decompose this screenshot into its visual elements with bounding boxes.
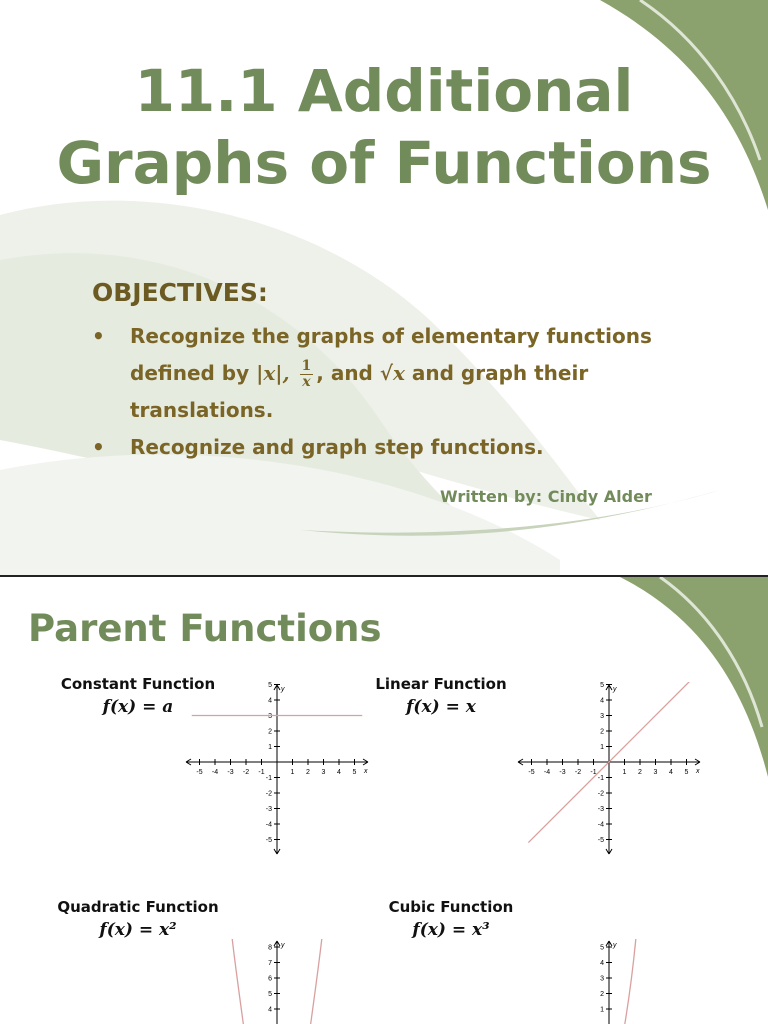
- x-tick-label: -4: [211, 769, 219, 776]
- x-axis-label: x: [364, 768, 368, 775]
- cubic-curve: [624, 939, 636, 1024]
- x-tick-label: -5: [196, 769, 203, 776]
- abs-x-expression: |x|,: [256, 361, 290, 385]
- reciprocal-fraction: [300, 359, 314, 390]
- x-tick-label: 4: [669, 769, 673, 776]
- x-tick-label: -2: [574, 769, 582, 776]
- y-tick-label: 5: [600, 682, 604, 689]
- linear-function-graph: [512, 682, 702, 867]
- y-tick-label: 1: [600, 1006, 604, 1014]
- x-tick-label: 2: [306, 769, 310, 776]
- objectives-list: [92, 318, 692, 466]
- author-credit: Written by: Cindy Alder: [440, 487, 652, 506]
- y-tick-label: 2: [600, 991, 604, 998]
- quadratic-function-equation: f(x) = x²: [99, 920, 177, 940]
- x-tick-label: -1: [258, 769, 265, 776]
- title-line-1: 11.1 Additional: [134, 57, 634, 125]
- y-tick-label: 4: [268, 1006, 272, 1014]
- y-tick-label: 2: [268, 728, 272, 736]
- objective-item-2: [92, 429, 692, 466]
- y-tick-label: -4: [265, 821, 272, 829]
- linear-function-label: Linear Function: [375, 675, 507, 693]
- y-tick-label: 2: [600, 728, 604, 736]
- y-tick-label: 8: [268, 944, 272, 952]
- constant-function-equation: f(x) = a: [102, 697, 174, 717]
- y-tick-label: 3: [268, 713, 272, 720]
- cubic-function-equation: f(x) = x³: [412, 920, 490, 940]
- sqrt-x-expression: √x: [379, 361, 405, 385]
- parent-functions-slide: [0, 577, 768, 1024]
- bullet-icon: •: [92, 324, 105, 348]
- y-tick-label: 1: [268, 744, 272, 751]
- objective-2-text: Recognize and graph step functions.: [130, 435, 544, 459]
- y-tick-label: 3: [600, 975, 604, 983]
- y-tick-label: 5: [268, 991, 272, 998]
- y-tick-label: -1: [265, 775, 272, 782]
- constant-function-label: Constant Function: [60, 675, 216, 693]
- y-tick-label: 1: [600, 744, 604, 751]
- objective-item-1: [92, 318, 692, 429]
- objective-1-rest: and graph their: [411, 361, 589, 385]
- y-tick-label: -5: [265, 837, 272, 844]
- x-tick-label: 3: [653, 769, 658, 776]
- y-tick-label: -2: [597, 790, 604, 798]
- x-tick-label: 1: [290, 769, 295, 776]
- objective-1-defined-by: defined by: [130, 361, 250, 385]
- x-tick-label: 2: [638, 769, 642, 776]
- x-tick-label: -5: [528, 769, 535, 776]
- x-tick-label: 5: [684, 769, 689, 776]
- y-tick-label: 7: [268, 960, 272, 967]
- y-tick-label: -3: [597, 806, 604, 813]
- y-tick-label: -2: [265, 790, 272, 798]
- x-tick-label: -4: [543, 769, 551, 776]
- y-tick-label: 3: [600, 713, 604, 720]
- y-tick-label: -1: [597, 775, 604, 782]
- y-tick-label: -4: [597, 821, 604, 829]
- title-line-2: Graphs of Functions: [56, 128, 712, 197]
- y-tick-label: -3: [265, 806, 272, 813]
- y-tick-label: 6: [268, 975, 272, 983]
- objectives-heading: OBJECTIVES:: [92, 278, 268, 307]
- y-tick-label: -5: [597, 837, 604, 844]
- slide-title: [0, 56, 768, 200]
- y-tick-label: 4: [268, 697, 272, 705]
- x-tick-label: -3: [559, 769, 566, 776]
- fraction-denominator: x: [302, 374, 311, 390]
- cubic-function-graph: [512, 939, 702, 1024]
- x-tick-label: -3: [227, 769, 234, 776]
- y-axis-label: y: [281, 686, 285, 693]
- parabola-left-branch: [232, 939, 244, 1024]
- y-axis-label: y: [613, 942, 617, 949]
- fraction-numerator: 1: [301, 358, 312, 374]
- objective-1-and: , and: [316, 361, 373, 385]
- x-tick-label: -2: [242, 769, 250, 776]
- linear-function-equation: f(x) = x: [406, 697, 476, 717]
- x-tick-label: 5: [352, 769, 357, 776]
- bullet-icon: •: [92, 435, 105, 459]
- y-tick-label: 5: [268, 682, 272, 689]
- x-tick-label: 3: [321, 769, 326, 776]
- y-tick-label: 4: [600, 697, 604, 705]
- objective-1-line-3: translations.: [130, 398, 274, 422]
- y-tick-label: 5: [600, 944, 604, 952]
- parabola-right-branch: [310, 939, 322, 1024]
- y-axis-label: y: [613, 686, 617, 693]
- slide-title: Parent Functions: [28, 607, 382, 650]
- y-axis-label: y: [281, 942, 285, 949]
- quadratic-function-graph: [180, 939, 370, 1024]
- objective-1-line-1: Recognize the graphs of elementary functions: [130, 324, 652, 348]
- x-tick-label: -1: [590, 769, 597, 776]
- x-tick-label: 4: [337, 769, 341, 776]
- x-tick-label: 1: [622, 769, 627, 776]
- cubic-function-label: Cubic Function: [388, 898, 514, 916]
- quadratic-function-label: Quadratic Function: [57, 898, 219, 916]
- y-tick-label: 4: [600, 960, 604, 967]
- x-axis-label: x: [696, 768, 700, 775]
